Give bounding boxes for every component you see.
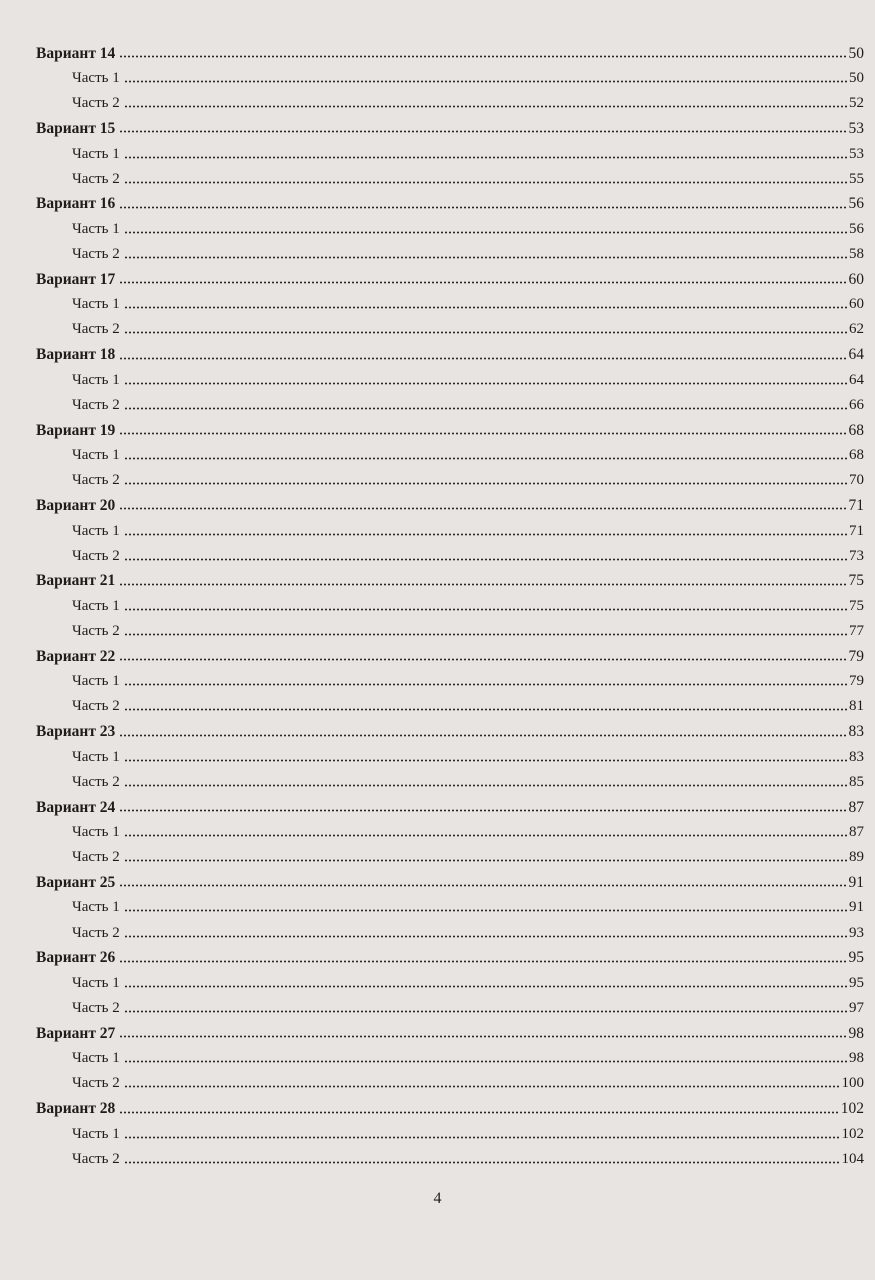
toc-entry-page: 98 xyxy=(848,1024,864,1042)
toc-entry-title: Вариант 23 xyxy=(36,723,116,741)
toc-entry-title: Часть 1 xyxy=(72,1125,120,1142)
toc-entry-title: Часть 1 xyxy=(72,371,120,388)
toc-group xyxy=(36,790,864,865)
toc-part-entry xyxy=(36,689,864,714)
toc-entry-page: 64 xyxy=(848,346,864,364)
dot-leader xyxy=(119,507,846,510)
toc-entry-title: Часть 2 xyxy=(72,246,120,263)
dot-leader xyxy=(124,382,847,385)
toc-entry-title: Часть 1 xyxy=(72,824,120,841)
toc-entry-title: Часть 2 xyxy=(72,698,120,715)
toc-group xyxy=(36,1016,864,1091)
dot-leader xyxy=(119,583,846,586)
toc-part-entry xyxy=(36,212,864,237)
toc-part-entry xyxy=(36,1066,864,1091)
dot-leader xyxy=(124,80,847,83)
dot-leader xyxy=(124,859,847,862)
toc-part-entry xyxy=(36,388,864,413)
toc-entry-page: 73 xyxy=(849,547,864,564)
toc-group xyxy=(36,639,864,714)
toc-entry-title: Вариант 28 xyxy=(36,1100,116,1118)
toc-entry-title: Часть 2 xyxy=(72,321,120,338)
dot-leader xyxy=(119,960,846,963)
toc-group xyxy=(36,36,864,111)
toc-entry-title: Вариант 21 xyxy=(36,572,116,590)
toc-entry-page: 68 xyxy=(849,447,864,464)
toc-entry-title: Часть 2 xyxy=(72,1150,120,1167)
dot-leader xyxy=(124,608,847,611)
dot-leader xyxy=(124,558,847,561)
toc-entry-page: 64 xyxy=(849,371,864,388)
toc-entry-page: 91 xyxy=(849,899,864,916)
dot-leader xyxy=(124,1010,847,1013)
dot-leader xyxy=(124,683,847,686)
toc-variant-entry xyxy=(36,488,864,513)
toc-entry-page: 97 xyxy=(849,999,864,1016)
toc-entry-page: 93 xyxy=(849,924,864,941)
toc-part-entry xyxy=(36,136,864,161)
toc-entry-title: Часть 1 xyxy=(72,70,120,87)
toc-variant-entry xyxy=(36,564,864,589)
dot-leader xyxy=(119,206,846,209)
toc-entry-page: 79 xyxy=(849,673,864,690)
toc-variant-entry xyxy=(36,941,864,966)
dot-leader xyxy=(124,909,847,912)
toc-entry-title: Часть 2 xyxy=(72,170,120,187)
dot-leader xyxy=(119,55,846,58)
dot-leader xyxy=(119,884,846,887)
toc-part-entry xyxy=(36,991,864,1016)
toc-group xyxy=(36,111,864,186)
toc-group xyxy=(36,865,864,940)
toc-entry-page: 87 xyxy=(848,798,864,816)
toc-group xyxy=(36,1091,864,1166)
toc-entry-page: 95 xyxy=(849,974,864,991)
toc-part-entry xyxy=(36,614,864,639)
toc-entry-title: Часть 1 xyxy=(72,597,120,614)
toc-group xyxy=(36,338,864,413)
toc-variant-entry xyxy=(36,413,864,438)
toc-entry-title: Вариант 15 xyxy=(36,119,116,137)
toc-variant-entry xyxy=(36,111,864,136)
toc-part-entry xyxy=(36,363,864,388)
toc-part-entry xyxy=(36,589,864,614)
dot-leader xyxy=(119,432,846,435)
toc-variant-entry xyxy=(36,262,864,287)
toc-variant-entry xyxy=(36,338,864,363)
toc-part-entry xyxy=(36,438,864,463)
toc-entry-title: Вариант 25 xyxy=(36,873,116,891)
toc-variant-entry xyxy=(36,1016,864,1041)
dot-leader xyxy=(124,407,847,410)
toc-part-entry xyxy=(36,312,864,337)
toc-entry-title: Вариант 20 xyxy=(36,496,116,514)
dot-leader xyxy=(119,734,846,737)
toc-entry-title: Вариант 14 xyxy=(36,44,116,62)
toc-part-entry xyxy=(36,463,864,488)
dot-leader xyxy=(124,331,847,334)
toc-entry-page: 50 xyxy=(849,70,864,87)
toc-entry-page: 56 xyxy=(849,220,864,237)
toc-entry-title: Часть 1 xyxy=(72,447,120,464)
toc-entry-page: 52 xyxy=(849,95,864,112)
toc-entry-page: 83 xyxy=(848,723,864,741)
toc-entry-title: Вариант 24 xyxy=(36,798,116,816)
toc-group xyxy=(36,187,864,262)
toc-entry-title: Часть 2 xyxy=(72,547,120,564)
toc-part-entry xyxy=(36,1142,864,1167)
toc-part-entry xyxy=(36,1041,864,1066)
toc-entry-page: 53 xyxy=(849,145,864,162)
toc-variant-entry xyxy=(36,1091,864,1116)
dot-leader xyxy=(124,708,847,711)
toc-entry-page: 95 xyxy=(848,949,864,967)
toc-entry-page: 75 xyxy=(849,597,864,614)
toc-entry-page: 85 xyxy=(849,773,864,790)
toc-part-entry xyxy=(36,237,864,262)
toc-entry-title: Часть 1 xyxy=(72,220,120,237)
toc-part-entry xyxy=(36,287,864,312)
toc-entry-page: 83 xyxy=(849,748,864,765)
toc-entry-title: Часть 2 xyxy=(72,95,120,112)
dot-leader xyxy=(124,935,847,938)
toc-part-entry xyxy=(36,740,864,765)
dot-leader xyxy=(124,105,847,108)
toc-entry-title: Часть 2 xyxy=(72,999,120,1016)
toc-group xyxy=(36,413,864,488)
dot-leader xyxy=(124,181,847,184)
dot-leader xyxy=(124,784,847,787)
toc-entry-title: Часть 1 xyxy=(72,899,120,916)
toc-part-entry xyxy=(36,915,864,940)
toc-entry-page: 89 xyxy=(849,849,864,866)
page-number: 4 xyxy=(433,1190,442,1207)
dot-leader xyxy=(124,1161,840,1164)
toc-entry-page: 71 xyxy=(849,522,864,539)
toc-entry-page: 102 xyxy=(841,1125,864,1142)
dot-leader xyxy=(119,658,846,661)
toc-entry-page: 104 xyxy=(841,1150,864,1167)
dot-leader xyxy=(124,482,847,485)
toc-entry-page: 81 xyxy=(849,698,864,715)
toc-entry-title: Вариант 26 xyxy=(36,949,116,967)
toc-entry-page: 102 xyxy=(840,1100,864,1118)
toc-group xyxy=(36,488,864,563)
dot-leader xyxy=(119,1111,838,1114)
toc-entry-page: 55 xyxy=(849,170,864,187)
toc-group xyxy=(36,941,864,1016)
toc-group xyxy=(36,564,864,639)
toc-entry-title: Вариант 17 xyxy=(36,270,116,288)
toc-entry-title: Часть 1 xyxy=(72,145,120,162)
dot-leader xyxy=(119,1035,846,1038)
toc-entry-page: 60 xyxy=(849,296,864,313)
toc-entry-title: Вариант 18 xyxy=(36,346,116,364)
dot-leader xyxy=(124,231,847,234)
toc-part-entry xyxy=(36,765,864,790)
toc-part-entry xyxy=(36,162,864,187)
dot-leader xyxy=(124,633,847,636)
toc-entry-title: Вариант 16 xyxy=(36,195,116,213)
toc-entry-page: 50 xyxy=(848,44,864,62)
toc-entry-page: 70 xyxy=(849,472,864,489)
toc-entry-title: Часть 2 xyxy=(72,623,120,640)
toc-entry-title: Часть 2 xyxy=(72,396,120,413)
toc-entry-title: Часть 1 xyxy=(72,673,120,690)
toc-variant-entry xyxy=(36,865,864,890)
toc-entry-title: Часть 1 xyxy=(72,748,120,765)
toc-entry-title: Вариант 27 xyxy=(36,1024,116,1042)
toc-variant-entry xyxy=(36,790,864,815)
toc-entry-page: 53 xyxy=(848,119,864,137)
toc-entry-title: Часть 2 xyxy=(72,849,120,866)
toc-entry-title: Часть 2 xyxy=(72,472,120,489)
toc-part-entry xyxy=(36,86,864,111)
dot-leader xyxy=(124,457,847,460)
toc-variant-entry xyxy=(36,187,864,212)
toc-entry-title: Часть 2 xyxy=(72,1075,120,1092)
toc-entry-page: 62 xyxy=(849,321,864,338)
toc-variant-entry xyxy=(36,639,864,664)
toc-entry-page: 60 xyxy=(848,270,864,288)
dot-leader xyxy=(119,281,846,284)
toc-entry-page: 87 xyxy=(849,824,864,841)
dot-leader xyxy=(124,985,847,988)
toc-entry-page: 91 xyxy=(848,873,864,891)
toc-entry-page: 75 xyxy=(848,572,864,590)
toc-entry-title: Часть 2 xyxy=(72,773,120,790)
toc-entry-title: Часть 1 xyxy=(72,1050,120,1067)
toc-entry-page: 77 xyxy=(849,623,864,640)
toc-entry-page: 66 xyxy=(849,396,864,413)
dot-leader xyxy=(124,306,847,309)
toc-part-entry xyxy=(36,966,864,991)
toc-group xyxy=(36,715,864,790)
toc-entry-page: 58 xyxy=(849,246,864,263)
toc-entry-title: Часть 1 xyxy=(72,522,120,539)
dot-leader xyxy=(119,357,846,360)
toc-part-entry xyxy=(36,840,864,865)
toc-entry-title: Часть 1 xyxy=(72,974,120,991)
dot-leader xyxy=(124,156,847,159)
toc-entry-page: 68 xyxy=(848,421,864,439)
dot-leader xyxy=(119,130,846,133)
toc-group xyxy=(36,262,864,337)
toc-variant-entry xyxy=(36,36,864,61)
toc-entry-page: 56 xyxy=(848,195,864,213)
toc-entry-title: Вариант 22 xyxy=(36,647,116,665)
toc-part-entry xyxy=(36,815,864,840)
dot-leader xyxy=(124,1136,840,1139)
toc-entry-title: Часть 1 xyxy=(72,296,120,313)
toc-entry-page: 98 xyxy=(849,1050,864,1067)
toc-entry-page: 71 xyxy=(848,496,864,514)
dot-leader xyxy=(124,1085,840,1088)
toc-part-entry xyxy=(36,1117,864,1142)
dot-leader xyxy=(124,834,847,837)
toc-variant-entry xyxy=(36,715,864,740)
toc-part-entry xyxy=(36,539,864,564)
dot-leader xyxy=(124,533,847,536)
toc-entry-page: 100 xyxy=(841,1075,864,1092)
table-of-contents xyxy=(36,36,864,1167)
toc-entry-title: Часть 2 xyxy=(72,924,120,941)
toc-entry-page: 79 xyxy=(848,647,864,665)
dot-leader xyxy=(124,759,847,762)
toc-part-entry xyxy=(36,513,864,538)
dot-leader xyxy=(124,256,847,259)
toc-entry-title: Вариант 19 xyxy=(36,421,116,439)
toc-part-entry xyxy=(36,61,864,86)
toc-part-entry xyxy=(36,890,864,915)
dot-leader xyxy=(124,1060,847,1063)
dot-leader xyxy=(119,809,846,812)
toc-part-entry xyxy=(36,664,864,689)
